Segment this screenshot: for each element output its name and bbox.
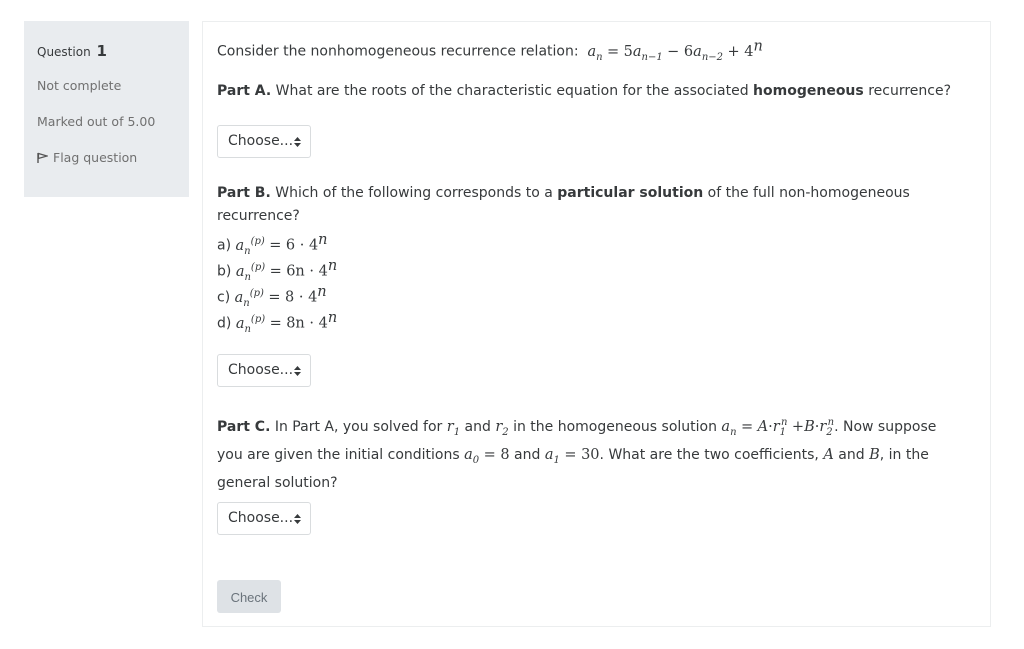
- part-b-bold: particular solution: [557, 185, 704, 201]
- part-c-text: you are given the initial conditions: [217, 446, 460, 463]
- part-a-text: What are the roots of the characteristic equation for the associated: [275, 83, 749, 99]
- select-arrows-icon: [294, 514, 301, 524]
- option-letter: a): [217, 237, 232, 254]
- part-a-select[interactable]: [217, 125, 311, 158]
- part-c-text: general solution?: [217, 474, 338, 491]
- option-rhs: 6n · 4: [286, 263, 328, 280]
- part-c-text: and: [464, 418, 491, 435]
- option-b: b) $a_n^{(p)} = 6n \cdot 4^n$: [217, 258, 338, 283]
- part-c-question: Part C. In Part A, you solved for $r_1$ and $r_2$ in the homogeneous solution $a_n = A\cdot r_1^n +B\cdot r_2^n$. Now suppose you are given the initial conditions $a_0 = 8$ and $a_1 = 30$. What are the two coefficients, A and B, in the general solution?: [217, 417, 937, 491]
- part-b-text-end: of the full non-homogeneous recurrence?: [217, 185, 910, 224]
- recurrence-formula: $a_n = 5a_{n-1} - 6a_{n-2} + 4^n$: [587, 38, 763, 63]
- option-rhs: 8 · 4: [285, 289, 318, 306]
- question-label: Question: [37, 45, 91, 59]
- select-arrows-icon: [294, 137, 301, 147]
- part-a-label: Part A.: [217, 83, 272, 99]
- option-letter: c): [217, 289, 231, 306]
- part-a-text-end: recurrence?: [868, 83, 952, 99]
- part-b-question: [217, 182, 980, 228]
- part-b-label: Part B.: [217, 185, 271, 201]
- part-a-bold: homogeneous: [753, 83, 864, 99]
- option-letter: d): [217, 315, 232, 332]
- part-c-text: . Now suppose: [834, 418, 937, 435]
- question-content: [202, 21, 991, 627]
- option-d: d) $a_n^{(p)} = 8n \cdot 4^n$: [217, 310, 338, 335]
- part-c-text: In Part A, you solved for: [274, 418, 443, 435]
- option-a: a) $a_n^{(p)} = 6 \cdot 4^n$: [217, 232, 328, 257]
- part-c-text: , in the: [879, 446, 929, 463]
- option-rhs: 6 · 4: [285, 237, 319, 254]
- option-letter: b): [217, 263, 232, 280]
- part-c-text: and: [838, 446, 865, 463]
- part-c-select-value: Choose...: [228, 510, 294, 526]
- intro-text: Consider the nonhomogeneous recurrence relation:: [217, 43, 579, 60]
- question-state: Not complete: [37, 78, 122, 93]
- flag-question-label: Flag question: [53, 150, 138, 165]
- part-b-options: [217, 227, 338, 335]
- part-b-select[interactable]: [217, 354, 311, 387]
- question-intro: [217, 35, 980, 69]
- part-b-select-value: Choose...: [228, 362, 294, 378]
- part-c-label: Part C.: [217, 418, 271, 435]
- part-c-text: in the homogeneous solution: [513, 418, 717, 435]
- flag-question-link[interactable]: [37, 150, 189, 165]
- question-number: [37, 42, 189, 60]
- option-rhs: 8n · 4: [286, 315, 328, 332]
- check-button[interactable]: Check: [217, 580, 281, 613]
- question-number-value: 1: [96, 42, 107, 60]
- part-c-select[interactable]: [217, 502, 311, 535]
- select-arrows-icon: [294, 366, 301, 376]
- question-info-panel: [24, 21, 189, 197]
- part-b-text: Which of the following corresponds to a: [275, 185, 553, 201]
- question-grade: Marked out of 5.00: [37, 114, 156, 129]
- part-c-text: and: [514, 446, 541, 463]
- flag-icon: [37, 152, 48, 163]
- part-a-question: [217, 80, 980, 103]
- part-c-text: . What are the two coefficients,: [599, 446, 819, 463]
- part-a-select-value: Choose...: [228, 133, 294, 149]
- option-c: c) $a_n^{(p)} = 8 \cdot 4^n$: [217, 284, 327, 309]
